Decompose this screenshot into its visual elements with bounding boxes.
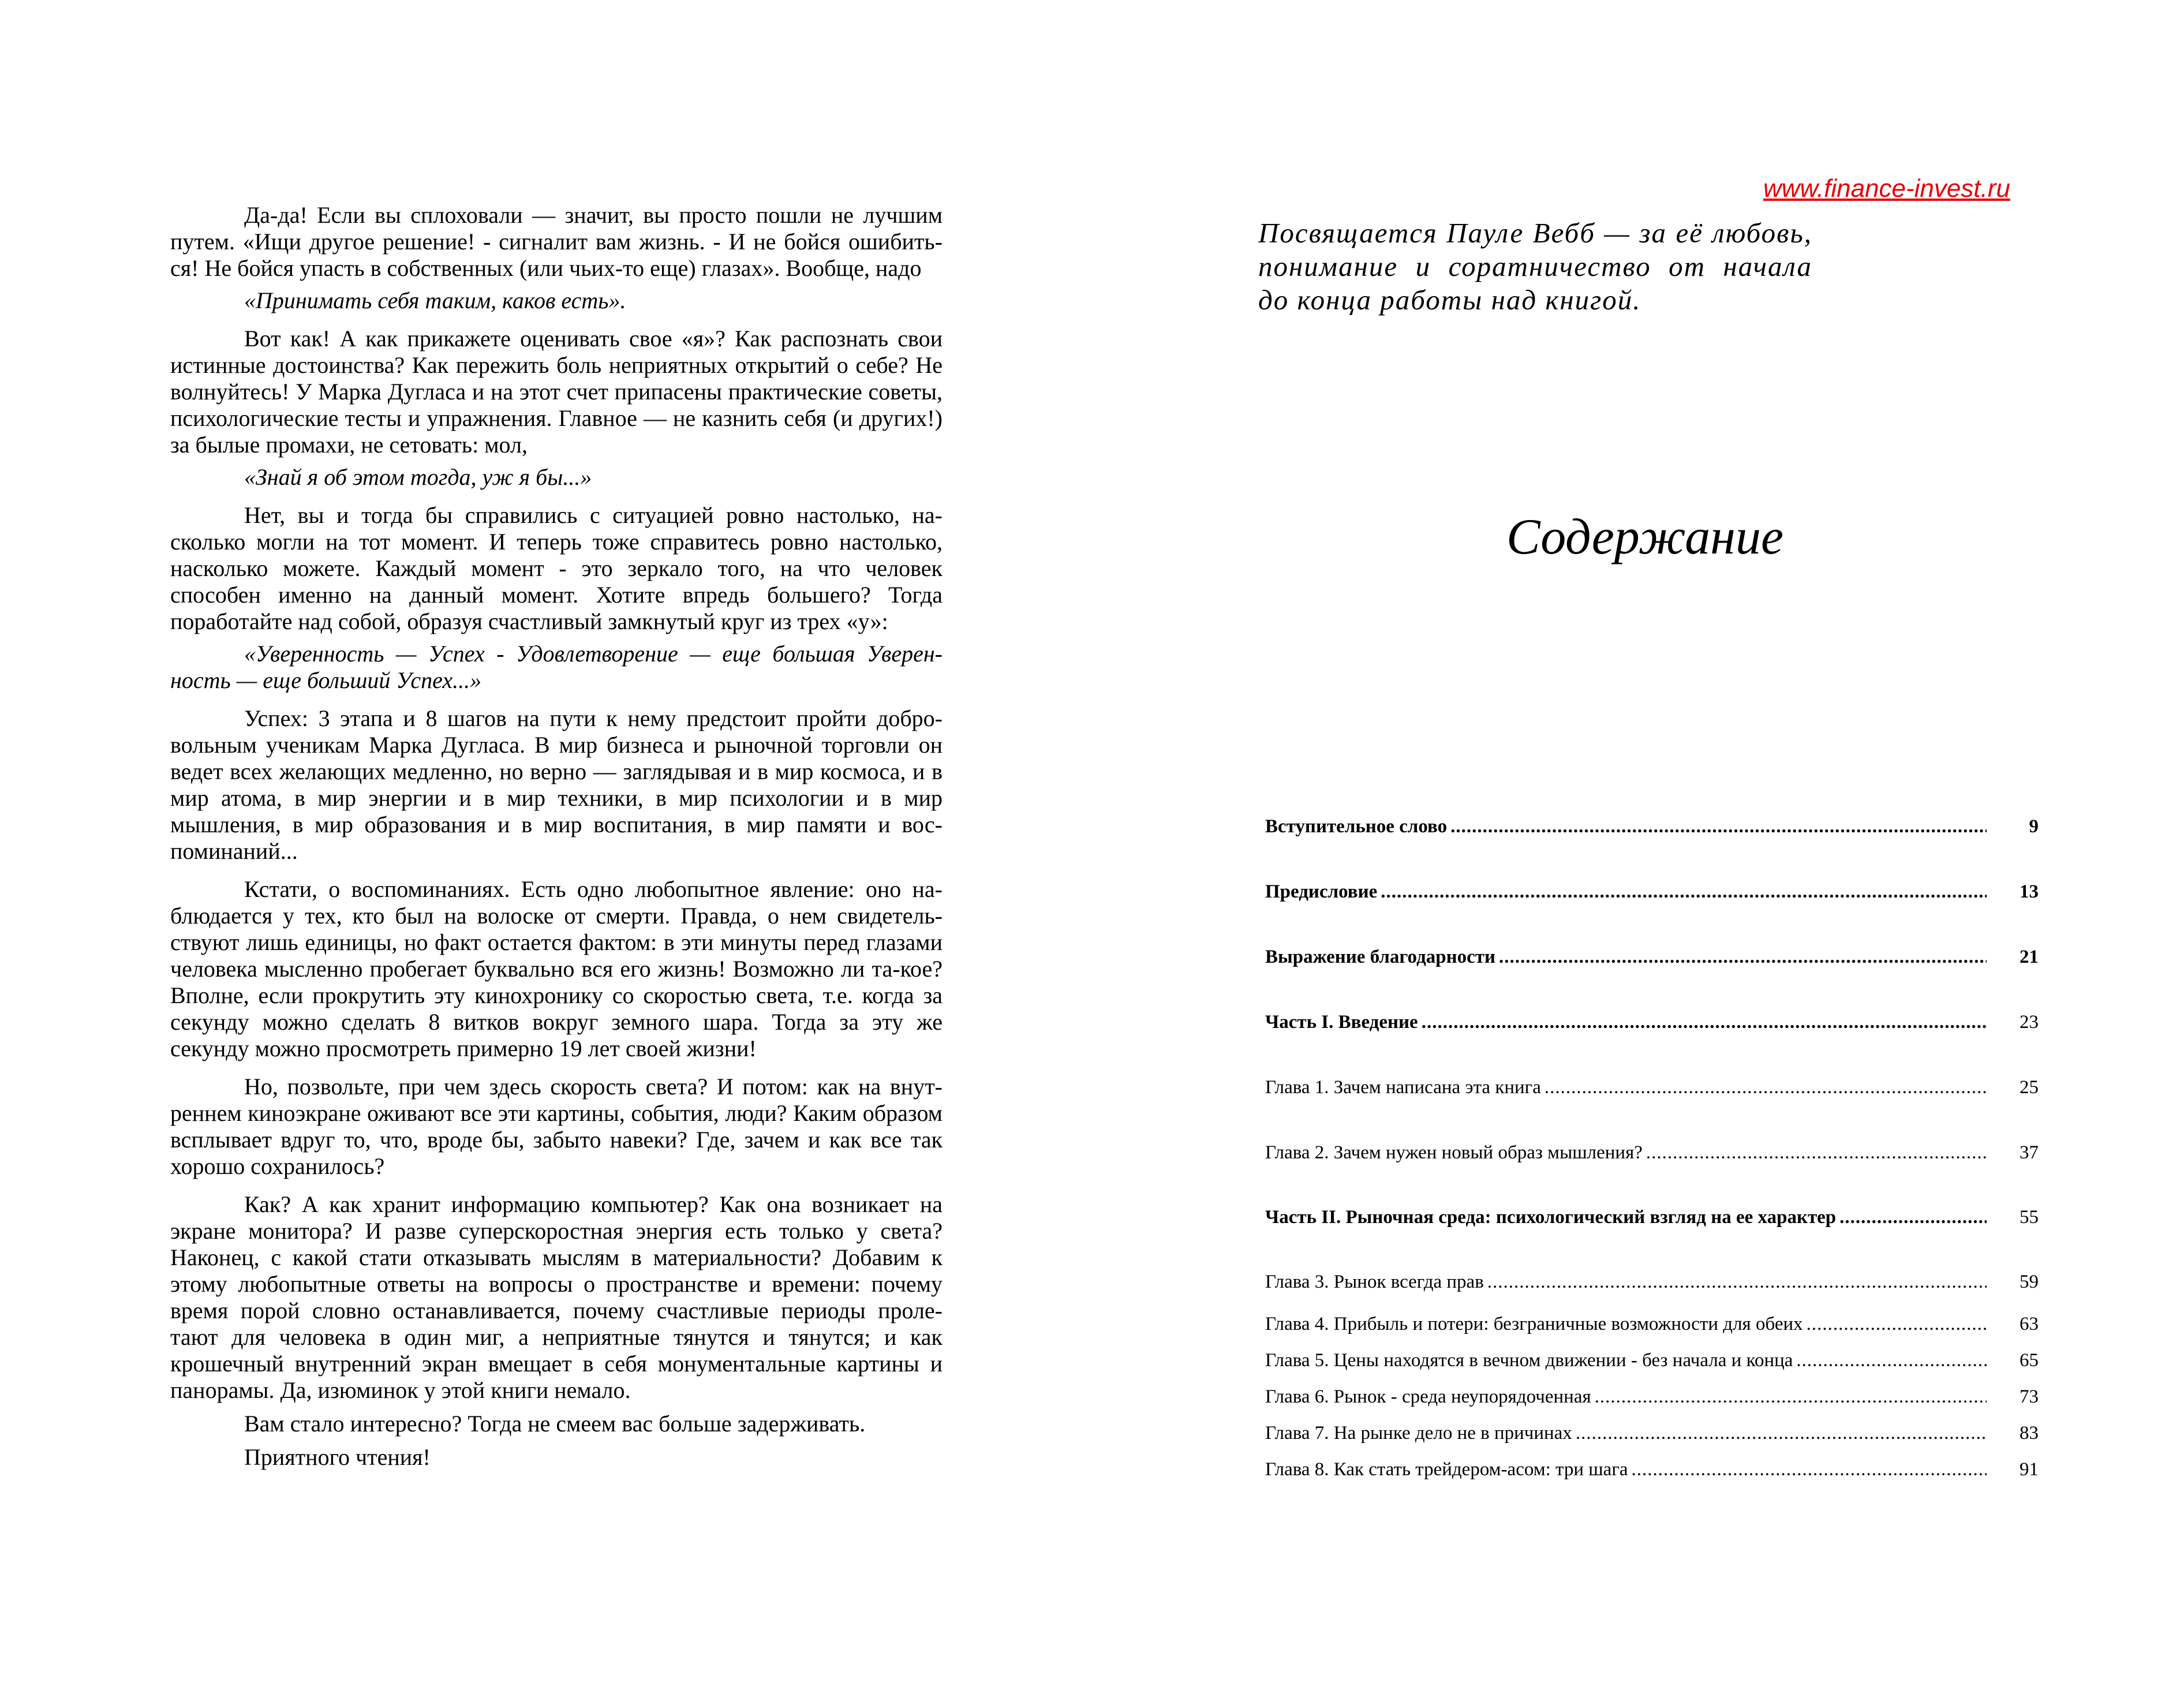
dedication-line: до конца работы над книгой. — [1258, 284, 1641, 316]
toc-entry-label: Вступительное слово — [1265, 816, 1448, 837]
quote: «Принимать себя таким, каков есть». — [244, 287, 626, 313]
toc-entry-label: Глава 2. Зачем нужен новый образ мышления? — [1265, 1142, 1643, 1163]
toc-entry-label: Предисловие — [1265, 881, 1378, 902]
toc-entry-page: 21 — [2020, 947, 2039, 967]
dedication-line: понимание и соратничество от начала — [1258, 250, 1812, 282]
left-page-text — [170, 202, 943, 1471]
toc-entry-page: 83 — [2020, 1423, 2039, 1444]
dedication — [1258, 216, 1812, 317]
quote: «Уверенность — Успех - Удовлетворение — еще большая Уверен-ность — еще больший Успех...» — [170, 641, 943, 693]
toc-entry-page: 25 — [2020, 1077, 2039, 1098]
paragraph: Вот как! А как прикажете оценивать свое «я»? Как распознать свои истинные достоинства? Как пережить боль неприятных открытий о себе? Не волнуйтесь! У Марка Дугласа и на этот счет припасены практические советы, психологические тесты и упражнения. Главное — не казнить себя (и других!) за былые промахи, не сетовать: мол, — [170, 326, 943, 458]
toc-entry-label: Глава 8. Как стать трейдером-асом: три шага — [1265, 1459, 1628, 1480]
toc-leader — [1632, 1459, 1987, 1480]
toc-leader — [1576, 1423, 1987, 1444]
toc-entry-label: Глава 1. Зачем написана эта книга — [1265, 1077, 1541, 1098]
toc-entry-page: 59 — [2020, 1272, 2039, 1292]
toc-entry[interactable] — [1265, 1207, 2039, 1233]
toc-entry[interactable] — [1265, 1459, 2039, 1486]
toc-leader — [1381, 881, 1987, 903]
toc-leader — [1796, 1350, 1987, 1371]
toc-entry-page: 91 — [2020, 1459, 2039, 1480]
toc-entry[interactable] — [1265, 947, 2039, 973]
toc-entry-page: 23 — [2020, 1012, 2039, 1033]
toc-entry-page: 65 — [2020, 1350, 2039, 1371]
toc-entry[interactable] — [1265, 1272, 2039, 1298]
paragraph: Приятного чтения! — [244, 1444, 431, 1470]
toc-entry-label: Глава 4. Прибыль и потери: безграничные возможности для обеих — [1265, 1314, 1803, 1334]
toc-leader — [1595, 1386, 1987, 1408]
paragraph: Успех: 3 этапа и 8 шагов на пути к нему предстоит пройти добро-вольным ученикам Марка Дугласа. В мир бизнеса и рыночной торговли он ведет всех желающих медленно, но верно — заглядывая и в мир космоса, и в мир атома, в мир энергии и в мир техники, в мир психологии и в мир мышления, в мир образования и в мир воспитания, в мир памяти и вос-поминаний... — [170, 705, 943, 864]
paragraph: Вам стало интересно? Тогда не смеем вас больше задерживать. — [244, 1411, 866, 1437]
toc-entry[interactable] — [1265, 1142, 2039, 1169]
toc-entry[interactable] — [1265, 1350, 2039, 1377]
toc-entry[interactable] — [1265, 1386, 2039, 1413]
quote: «Знай я об этом тогда, уж я бы...» — [244, 464, 592, 490]
toc-leader — [1499, 947, 1987, 968]
toc-entry-label: Глава 7. На рынке дело не в причинах — [1265, 1423, 1572, 1444]
toc-leader — [1487, 1272, 1987, 1293]
paragraph: Кстати, о воспоминаниях. Есть одно любопытное явление: оно на-блюдается у тех, кто был на волоске от смерти. Правда, о нем свидетель-ствуют лишь единицы, но факт остается фактом: в эти минуты перед глазами человека мысленно пробегает буквально вся его жизнь! Возможно ли та-кое? Вполне, если прокрутить эту кинохронику со скоростью света, т.е. когда за секунду можно сделать 8 витков вокруг земного шара. Тогда за эту же секунду можно просмотреть примерно 19 лет своей жизни! — [170, 876, 943, 1061]
paragraph: Да-да! Если вы сплоховали — значит, вы просто пошли не лучшим путем. «Ищи другое решение! - сигналит вам жизнь. - И не бойся ошибить-ся! Не бойся упасть в собственных (или чьих-то еще) глазах». Вообще, надо — [170, 202, 943, 281]
toc-entry[interactable] — [1265, 1077, 2039, 1104]
toc-entry[interactable] — [1265, 1314, 2039, 1340]
toc-leader — [1422, 1012, 1987, 1033]
toc-entry[interactable] — [1265, 816, 2039, 843]
paragraph: Как? А как хранит информацию компьютер? Как она возникает на экране монитора? И разве суперскоростная энергия есть только у света? Наконец, с какой стати отказывать мыслям в материальности? Добавим к этому любопытные ответы на вопросы о пространстве и времени: почему время порой словно останавливается, почему счастливые периоды проле-тают для человека в один миг, а неприятные тянутся и тянутся; и как крошечный внутренний экран вмещает в себя монументальные картины и панорамы. Да, изюминок у этой книги немало. — [170, 1191, 943, 1403]
toc-entry-page: 63 — [2020, 1314, 2039, 1334]
toc-entry-page: 37 — [2020, 1142, 2039, 1163]
paragraph: Но, позвольте, при чем здесь скорость света? И потом: как на внут-реннем киноэкране оживают все эти картины, события, люди? Каким образом всплывает вдруг то, что, вроде бы, забыто навеки? Где, зачем и как все так хорошо сохранилось? — [170, 1074, 943, 1179]
toc-entry-page: 13 — [2020, 881, 2039, 902]
toc-leader — [1839, 1207, 1987, 1228]
toc-entry-page: 73 — [2020, 1386, 2039, 1407]
toc-entry[interactable] — [1265, 881, 2039, 908]
toc-title: Содержание — [1506, 509, 1784, 565]
toc-entry-label: Глава 6. Рынок - среда неупорядоченная — [1265, 1386, 1591, 1407]
toc-leader — [1544, 1077, 1987, 1098]
toc-entry-page: 55 — [2020, 1207, 2039, 1228]
toc-entry[interactable] — [1265, 1012, 2039, 1038]
toc-leader — [1807, 1314, 1987, 1335]
toc-entry-label: Часть I. Введение — [1265, 1012, 1418, 1033]
toc-entry-label: Глава 5. Цены находятся в вечном движении - без начала и конца — [1265, 1350, 1793, 1371]
toc-leader — [1646, 1142, 1987, 1164]
toc-leader — [1450, 816, 1987, 837]
toc-entry-page: 9 — [2029, 816, 2039, 837]
site-link[interactable]: www.finance-invest.ru — [1763, 174, 2010, 203]
toc-entry-label: Глава 3. Рынок всегда прав — [1265, 1272, 1484, 1292]
toc-entry-label: Часть II. Рыночная среда: психологический взгляд на ее характер — [1265, 1207, 1837, 1228]
toc-entry[interactable] — [1265, 1423, 2039, 1449]
dedication-line: Посвящается Пауле Вебб — за её любовь, — [1258, 217, 1812, 249]
toc-entry-label: Выражение благодарности — [1265, 947, 1496, 967]
paragraph: Нет, вы и тогда бы справились с ситуацией ровно настолько, на-сколько могли на тот момент. И теперь тоже справитесь ровно настолько, насколько можете. Каждый момент - это зеркало того, на что человек способен именно на данный момент. Хотите впредь большего? Тогда поработайте над собой, образуя счастливый замкнутый круг из трех «у»: — [170, 502, 943, 634]
